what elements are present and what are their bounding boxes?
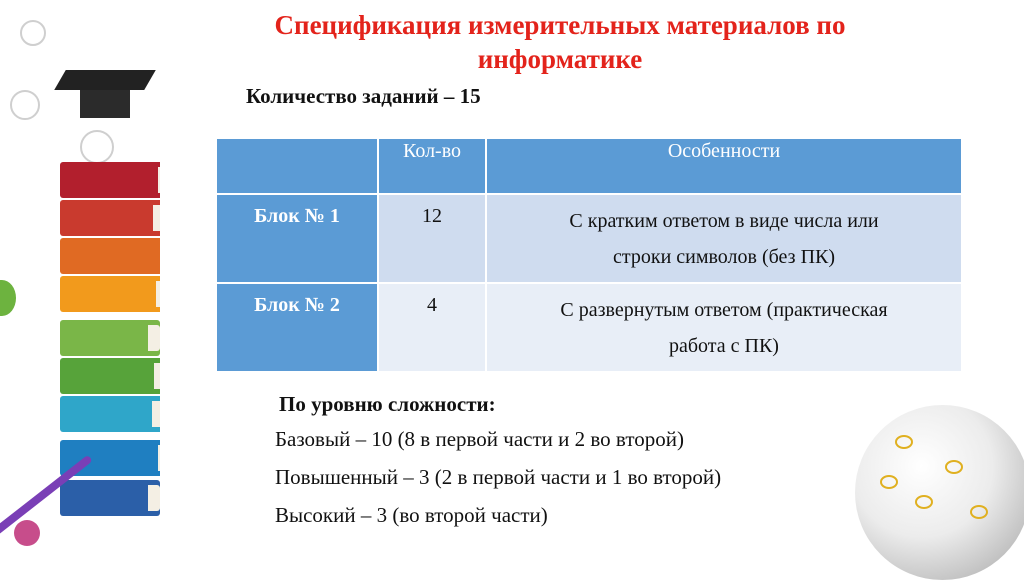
tasks-count: Количество заданий – 15 (246, 84, 481, 108)
difficulty-level: Высокий – 3 (во второй части) (275, 503, 548, 527)
pink-ball-icon (14, 520, 40, 546)
decorative-books-art (0, 0, 160, 574)
table-header-cell: Особенности (486, 138, 962, 194)
book (60, 162, 160, 198)
lightbulb-icon (945, 460, 963, 474)
lightbulb-icon (895, 435, 913, 449)
lightbulb-icon (880, 475, 898, 489)
book (60, 276, 160, 312)
difficulty-level: Повышенный – 3 (2 в первой части и 1 во второй) (275, 465, 722, 489)
table-row (216, 283, 962, 372)
table-header-cell: Кол-во (378, 138, 486, 194)
block-label: Блок № 2 (216, 283, 378, 372)
decorative-globe-image (855, 405, 1024, 580)
book (60, 396, 160, 432)
book (60, 238, 160, 274)
lightbulb-icon (915, 495, 933, 509)
feature-line: С кратким ответом в виде числа или (569, 210, 879, 232)
difficulty-section (275, 388, 721, 534)
difficulty-heading: По уровню сложности: (279, 392, 496, 416)
book (60, 320, 160, 356)
feature-cell (486, 194, 962, 283)
lightbulb-doodle-icon (10, 90, 40, 120)
task-count-cell: 4 (378, 283, 486, 372)
graduation-cap-top (54, 70, 156, 90)
feature-line: работа с ПК) (669, 335, 779, 357)
feature-line: С развернутым ответом (практическая (560, 299, 888, 321)
gear-doodle-icon (20, 20, 46, 46)
slide-title: Спецификация измерительных материалов по информатике (274, 10, 846, 74)
table-header-row (216, 138, 962, 194)
table-header-cell (216, 138, 378, 194)
difficulty-level: Базовый – 10 (8 в первой части и 2 во второй) (275, 427, 684, 451)
graduation-cap-icon (80, 88, 130, 118)
book (60, 480, 160, 516)
block-label: Блок № 1 (216, 194, 378, 283)
green-ball-icon (0, 280, 16, 316)
feature-cell (486, 283, 962, 372)
lightbulb-icon (970, 505, 988, 519)
book (60, 200, 160, 236)
feature-line: строки символов (без ПК) (612, 246, 836, 268)
table-row (216, 194, 962, 283)
specification-table (215, 137, 963, 373)
clock-doodle-icon (80, 130, 114, 164)
task-count-cell: 12 (378, 194, 486, 283)
book (60, 358, 160, 394)
